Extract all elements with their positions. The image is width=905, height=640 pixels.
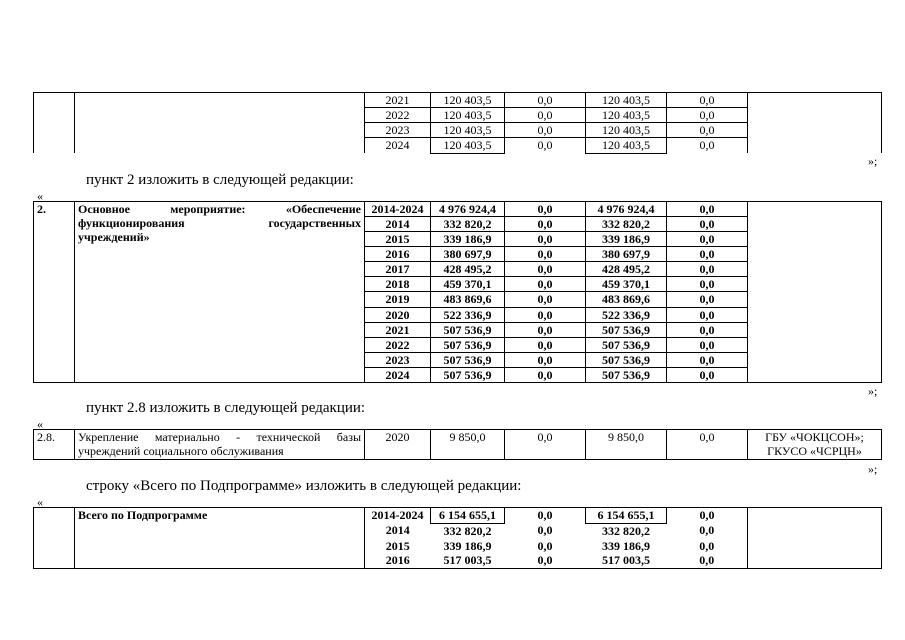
total-cell: 459 370,1 (431, 277, 505, 292)
federal-cell: 0,0 (505, 337, 586, 352)
year-cell: 2024 (365, 367, 431, 382)
item-number: 2.8. (34, 430, 75, 460)
federal-cell: 0,0 (505, 367, 586, 382)
year-cell: 2020 (365, 430, 431, 460)
other-cell: 0,0 (667, 352, 748, 367)
federal-cell: 0,0 (505, 202, 586, 217)
regional-cell: 120 403,5 (586, 93, 667, 108)
other-cell: 0,0 (699, 523, 715, 538)
federal-cell: 0,0 (505, 232, 586, 247)
executor-line: ГБУ «ЧОКЦСОН»; (765, 430, 864, 444)
open-quote: « (37, 417, 43, 431)
table-row (34, 93, 882, 108)
regional-cell: 459 370,1 (586, 277, 667, 292)
year-cell: 2021 (365, 322, 431, 337)
federal-cell: 0,0 (505, 262, 586, 277)
regional-cell: 428 495,2 (586, 262, 667, 277)
total-cell: 522 336,9 (431, 307, 505, 322)
other-cell: 0,0 (667, 277, 748, 292)
year-cell: 2016 (365, 553, 431, 568)
regional-cell: 522 336,9 (586, 307, 667, 322)
year-cell: 2015 (365, 232, 431, 247)
item-name-part: функционирования (78, 216, 185, 230)
other-cell: 0,0 (667, 553, 748, 568)
year-cell: 2014-2024 (365, 202, 431, 217)
other-cell: 0,0 (667, 292, 748, 307)
other-cell: 0,0 (667, 138, 748, 153)
open-quote: « (37, 189, 43, 203)
executor-cell (748, 430, 882, 460)
item-name-cell (75, 202, 365, 383)
close-quote: »; (868, 462, 878, 476)
year-cell: 2014 (365, 217, 431, 232)
year-cell: 2016 (365, 247, 431, 262)
year-cell: 2023 (365, 352, 431, 367)
year-cell: 2014 (365, 523, 431, 538)
regional-cell: 507 536,9 (586, 337, 667, 352)
total-cell: 428 495,2 (431, 262, 505, 277)
year-cell: 2015 (365, 539, 431, 554)
federal-cell: 0,0 (505, 123, 586, 138)
total-cell: 507 536,9 (431, 367, 505, 382)
table-subprogram-total (33, 507, 882, 569)
other-cell: 0,0 (667, 337, 748, 352)
total-cell: 120 403,5 (431, 108, 505, 123)
table-row (34, 202, 882, 217)
instruction-paragraph: строку «Всего по Подпрограмме» изложить в следующей редакции: (86, 478, 522, 494)
federal-cell: 0,0 (537, 523, 553, 538)
item-name-part: учреждений» (78, 230, 150, 244)
total-cell: 332 820,2 (443, 523, 492, 538)
item-number: 2. (34, 202, 75, 383)
regional-cell: 120 403,5 (586, 123, 667, 138)
other-cell: 0,0 (667, 202, 748, 217)
year-cell: 2019 (365, 292, 431, 307)
total-cell: 120 403,5 (431, 138, 505, 153)
item-name-part: государственных (268, 216, 361, 230)
regional-cell: 120 403,5 (586, 138, 667, 153)
federal-cell: 0,0 (505, 292, 586, 307)
federal-cell: 0,0 (505, 430, 586, 460)
federal-cell: 0,0 (537, 538, 553, 553)
year-cell: 2023 (365, 123, 431, 138)
item-name-cell (75, 430, 365, 460)
federal-cell: 0,0 (505, 553, 586, 568)
regional-cell: 339 186,9 (602, 538, 650, 553)
federal-cell: 0,0 (505, 307, 586, 322)
total-cell: 380 697,9 (431, 247, 505, 262)
federal-cell: 0,0 (505, 352, 586, 367)
other-cell: 0,0 (667, 307, 748, 322)
item-name-part: мероприятие: (170, 202, 246, 216)
table-item-2-8 (33, 429, 882, 460)
regional-cell: 507 536,9 (586, 322, 667, 337)
other-cell: 0,0 (667, 123, 748, 138)
federal-cell: 0,0 (505, 108, 586, 123)
executor-line: ГКУСО «ЧСРЦН» (767, 444, 862, 458)
total-cell: 507 536,9 (431, 352, 505, 367)
table-row (34, 508, 882, 524)
item-name-part: Укрепление материально - технической базы (78, 430, 361, 444)
year-cell: 2022 (365, 337, 431, 352)
federal-cell: 0,0 (505, 93, 586, 108)
total-cell: 507 536,9 (431, 322, 505, 337)
regional-cell: 380 697,9 (586, 247, 667, 262)
year-cell: 2014-2024 (365, 508, 431, 524)
total-cell: 332 820,2 (431, 217, 505, 232)
year-cell: 2017 (365, 262, 431, 277)
total-cell: 517 003,5 (431, 553, 505, 568)
federal-cell: 0,0 (505, 247, 586, 262)
regional-cell: 4 976 924,4 (586, 202, 667, 217)
total-cell: 339 186,9 (443, 538, 492, 553)
close-quote: »; (868, 154, 878, 168)
federal-cell: 0,0 (505, 322, 586, 337)
total-cell: 339 186,9 (431, 232, 505, 247)
year-cell: 2020 (365, 307, 431, 322)
year-cell: 2024 (365, 138, 431, 153)
federal-cell: 0,0 (505, 508, 586, 524)
regional-cell: 483 869,6 (586, 292, 667, 307)
regional-cell: 332 820,2 (586, 217, 667, 232)
other-cell: 0,0 (699, 538, 715, 553)
regional-cell: 507 536,9 (586, 352, 667, 367)
year-cell: 2018 (365, 277, 431, 292)
total-name: Всего по Подпрограмме (75, 508, 365, 569)
year-cell: 2022 (365, 108, 431, 123)
table-item-2 (33, 201, 882, 383)
other-cell: 0,0 (667, 108, 748, 123)
instruction-paragraph: пункт 2 изложить в следующей редакции: (86, 172, 354, 188)
federal-cell: 0,0 (505, 138, 586, 153)
regional-cell: 332 820,2 (602, 523, 650, 538)
other-cell: 0,0 (667, 93, 748, 108)
item-name-part: Основное (78, 202, 130, 216)
table-continuation (33, 92, 882, 154)
federal-cell: 0,0 (505, 277, 586, 292)
total-cell: 507 536,9 (431, 337, 505, 352)
other-cell: 0,0 (667, 508, 748, 524)
regional-cell: 507 536,9 (586, 367, 667, 382)
total-cell: 483 869,6 (431, 292, 505, 307)
item-name-part: учреждений социального обслуживания (78, 444, 284, 458)
regional-cell: 9 850,0 (586, 430, 667, 460)
regional-cell: 6 154 655,1 (586, 508, 667, 524)
total-cell: 9 850,0 (431, 430, 505, 460)
other-cell: 0,0 (667, 367, 748, 382)
total-cell: 120 403,5 (431, 93, 505, 108)
other-cell: 0,0 (667, 322, 748, 337)
item-name-part: «Обеспечение (285, 202, 361, 216)
total-cell: 4 976 924,4 (431, 202, 505, 217)
other-cell: 0,0 (667, 430, 748, 460)
table-row (34, 430, 882, 460)
regional-cell: 120 403,5 (586, 108, 667, 123)
instruction-paragraph: пункт 2.8 изложить в следующей редакции: (86, 400, 366, 416)
total-cell: 120 403,5 (431, 123, 505, 138)
year-cell: 2021 (365, 93, 431, 108)
other-cell: 0,0 (667, 247, 748, 262)
other-cell: 0,0 (667, 232, 748, 247)
regional-cell: 339 186,9 (586, 232, 667, 247)
other-cell: 0,0 (667, 262, 748, 277)
close-quote: »; (868, 384, 878, 398)
regional-cell: 517 003,5 (586, 553, 667, 568)
other-cell: 0,0 (667, 217, 748, 232)
federal-cell: 0,0 (505, 217, 586, 232)
total-cell: 6 154 655,1 (431, 508, 505, 524)
open-quote: « (37, 495, 43, 509)
